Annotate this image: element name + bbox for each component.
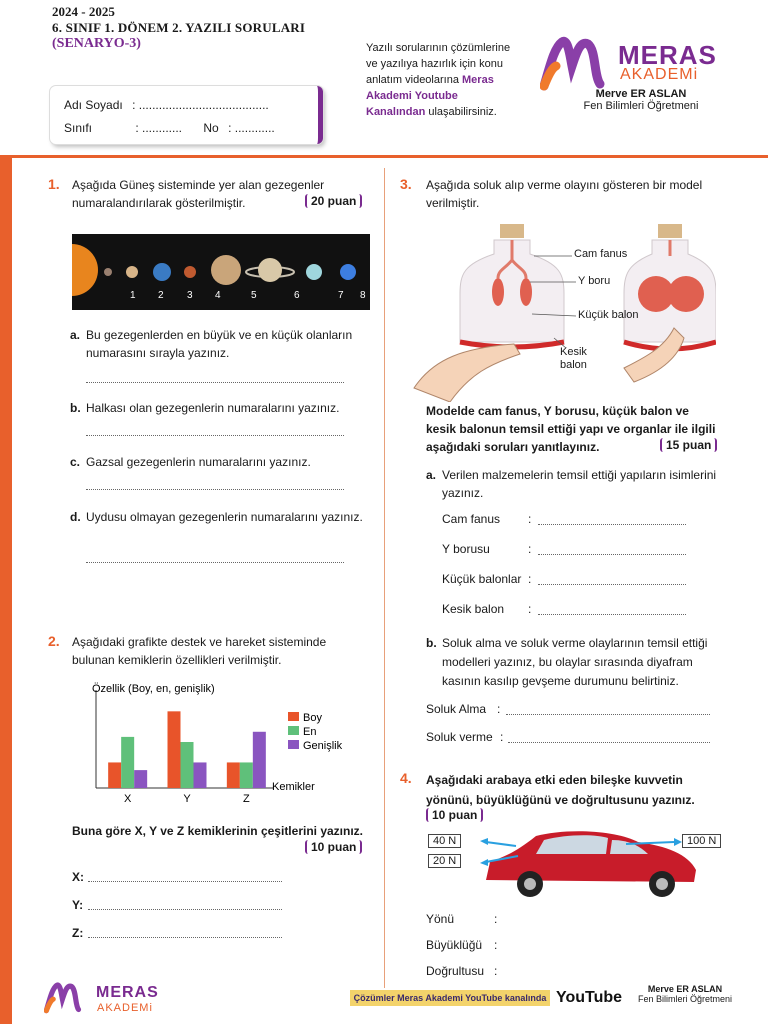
q2-x-label: X: — [72, 870, 84, 884]
footer-logo-top: MERAS — [96, 984, 159, 1001]
q1a-label: a. — [70, 328, 81, 342]
planet-number: 1 — [130, 290, 136, 301]
logo-text-bottom: AKADEMi — [620, 66, 699, 83]
q3-inhale-colon: : — [497, 702, 501, 716]
q3-instruction: Modelde cam fanus, Y borusu, küçük balon ve kesik balonun temsil ettiği yapı ve organlar ile ilgili aşağıdaki soruları yanıtlayınız. — [426, 404, 716, 454]
q1a-answer-line[interactable] — [86, 381, 344, 383]
bar-Z-Genişlik — [253, 732, 266, 788]
q4-direction-label: Yönü — [426, 912, 455, 926]
footer-teacher-role: Fen Bilimleri Öğretmeni — [637, 994, 733, 1004]
model-label-kucuk-balon: Küçük balon — [578, 309, 639, 321]
q3-item-kesik-balon: Kesik balon — [442, 602, 505, 616]
logo-text-top: MERAS — [618, 40, 717, 70]
school-year: 2024 - 2025 — [52, 4, 115, 19]
q2-y-label: Y: — [72, 898, 84, 912]
teacher-name: Merve ER ASLAN — [595, 88, 687, 100]
planet-number: 5 — [251, 290, 257, 301]
footer-logo-icon — [44, 980, 90, 1016]
q2-points: 10 puan — [305, 840, 362, 854]
planet-number: 7 — [338, 290, 344, 301]
q3-item-colon: : — [528, 512, 532, 526]
solar-system-svg — [72, 234, 370, 310]
class-row — [64, 121, 275, 135]
q1-text: Aşağıda Güneş sisteminde yer alan gezegenler numaralandırılarak gösterilmiştir. — [72, 178, 325, 210]
solar-system-image — [72, 234, 370, 310]
q3-inhale-label: Soluk Alma — [426, 702, 487, 716]
q1c-text: Gazsal gezegenlerin numaralarını yazınız. — [86, 455, 311, 469]
no-field[interactable]: : ............ — [228, 121, 275, 135]
q3-points: 15 puan — [660, 438, 717, 452]
footer-teacher — [620, 984, 750, 1004]
meras-logo-icon — [540, 36, 620, 92]
x-axis-label: Kemikler — [272, 781, 315, 793]
teacher-info — [566, 88, 716, 112]
exam-title: 6. SINIF 1. DÖNEM 2. YAZILI SORULARI — [52, 20, 306, 35]
planet-number: 8 — [360, 290, 366, 301]
q1d-label: d. — [70, 510, 81, 524]
planet-number: 6 — [294, 290, 300, 301]
q3-item-colon: : — [528, 572, 532, 586]
q1a-text: Bu gezegenlerden en büyük ve en küçük olanların numarasını sırayla yazınız. — [86, 328, 353, 360]
q1c-label: c. — [70, 455, 81, 469]
bar-X-En — [121, 737, 134, 788]
bone-chart-svg — [88, 680, 368, 810]
q3-exhale-colon: : — [500, 730, 504, 744]
q3b-text: Soluk alma ve soluk verme olaylarının temsil ettiği modelleri yazınız, bu olaylar sırasında diyafram kasının kasılıp gevşeme durumunu belirtiniz. — [442, 636, 708, 688]
q3-item-cam-fanus: Cam fanus — [442, 512, 501, 526]
q4-number: 4. — [400, 770, 412, 786]
column-divider — [384, 168, 385, 988]
teacher-role: Fen Bilimleri Öğretmeni — [583, 100, 699, 112]
footer-banner[interactable]: Çözümler Meras Akademi YouTube kanalında — [350, 990, 550, 1006]
q3a-label: a. — [426, 468, 437, 482]
q2-x-answer[interactable] — [88, 880, 282, 882]
q3-number: 3. — [400, 176, 412, 192]
q1d-answer-line[interactable] — [86, 561, 344, 563]
bar-Y-Boy — [168, 711, 181, 788]
model-label-cam-fanus: Cam fanus — [574, 248, 628, 260]
bar-Z-En — [240, 762, 253, 788]
car-svg — [426, 826, 722, 902]
q1b-answer-line[interactable] — [86, 434, 344, 436]
q4-colon: : — [494, 938, 498, 952]
q4-line-label: Doğrultusu — [426, 964, 485, 978]
force-100n: 100 N — [682, 834, 721, 848]
intro-youtube-link[interactable]: Meras Akademi Youtube Kanalından — [366, 74, 494, 118]
q4-magnitude-label: Büyüklüğü — [426, 938, 483, 952]
force-40n: 40 N — [428, 834, 461, 848]
bar-X-Boy — [108, 762, 121, 788]
q3-text: Aşağıda soluk alıp verme olayını gösteren bir model verilmiştir. — [426, 178, 703, 210]
legend-swatch-En — [288, 726, 299, 735]
y-axis-label: Özellik (Boy, en, genişlik) — [92, 683, 215, 695]
planet-number: 3 — [187, 290, 193, 301]
q4-points: 10 puan — [426, 808, 483, 822]
footer-logo — [44, 980, 90, 1021]
x-tick-label: Z — [242, 793, 250, 805]
header-divider — [12, 155, 768, 158]
q4-colon: : — [494, 912, 498, 926]
name-field[interactable]: : ....................................... — [132, 98, 269, 112]
intro-part-2: ulaşabilirsiniz. — [428, 106, 497, 118]
scenario-label: (SENARYO-3) — [52, 36, 141, 51]
force-20n: 20 N — [428, 854, 461, 868]
q1c-answer-line[interactable] — [86, 488, 344, 490]
legend-label: Boy — [303, 712, 322, 724]
q3-item-y-borusu: Y borusu — [442, 542, 490, 556]
bar-Z-Boy — [227, 762, 240, 788]
planet-number: 2 — [158, 290, 164, 301]
youtube-text: YouTube — [556, 989, 623, 1006]
bar-X-Genişlik — [134, 770, 147, 788]
legend-label: En — [303, 726, 317, 738]
model-label-y-boru: Y boru — [578, 275, 611, 287]
x-tick-label: Y — [183, 793, 191, 805]
class-label: Sınıfı — [64, 121, 93, 135]
bar-Y-Genişlik — [194, 762, 207, 788]
footer-teacher-name: Merve ER ASLAN — [647, 984, 723, 994]
q1b-text: Halkası olan gezegenlerin numaralarını yazınız. — [86, 401, 340, 415]
q3-y-borusu-answer[interactable] — [538, 553, 686, 555]
q1-points: 20 puan — [305, 194, 362, 208]
q2-text: Aşağıdaki grafikte destek ve hareket sisteminde bulunan kemiklerin özellikleri verilmiştir. — [72, 635, 327, 667]
q2-z-answer[interactable] — [88, 936, 282, 938]
q3b-label: b. — [426, 636, 437, 650]
q4-colon: : — [494, 964, 498, 978]
q2-z-label: Z: — [72, 926, 84, 940]
q3a-text: Verilen malzemelerin temsil ettiği yapıların isimlerini yazınız. — [442, 468, 717, 500]
q1d-text: Uydusu olmayan gezegenlerin numaralarını yazınız. — [86, 510, 363, 524]
q3-exhale-answer[interactable] — [508, 741, 710, 743]
q4-text: Aşağıdaki arabaya etki eden bileşke kuvvetin yönünü, büyüklüğünü ve doğrultusunu yazınız. — [426, 773, 695, 807]
car-diagram — [426, 826, 722, 902]
class-field[interactable]: : ............ — [135, 121, 183, 135]
breathing-model-image — [404, 218, 716, 402]
breathing-model-svg — [404, 218, 716, 402]
bone-chart — [88, 680, 368, 810]
name-row — [64, 98, 269, 112]
legend-swatch-Boy — [288, 712, 299, 721]
bar-Y-En — [181, 742, 194, 788]
youtube-logo[interactable] — [556, 986, 622, 1007]
no-label: No — [203, 121, 219, 135]
q1b-label: b. — [70, 401, 81, 415]
q2-number: 2. — [48, 633, 60, 649]
model-label-kesik-balon: Kesik balon — [560, 346, 587, 371]
q3-item-colon: : — [528, 602, 532, 616]
q3-item-colon: : — [528, 542, 532, 556]
q3-item-kucuk-balonlar: Küçük balonlar — [442, 572, 522, 586]
footer-logo-bottom: AKADEMi — [97, 1002, 153, 1014]
q3-inhale-answer[interactable] — [506, 713, 710, 715]
q3-kucuk-balonlar-answer[interactable] — [538, 583, 686, 585]
q2-question: Buna göre X, Y ve Z kemiklerinin çeşitlerini yazınız. — [72, 824, 363, 838]
student-info-box — [50, 86, 323, 144]
q3-exhale-label: Soluk verme — [426, 730, 493, 744]
intro-part-1: Yazılı sorularının çözümlerine ve yazılıya hazırlık için konu anlatım videolarına — [366, 42, 511, 86]
q3-kesik-balon-answer[interactable] — [538, 613, 686, 615]
legend-label: Genişlik — [303, 740, 343, 752]
q3-cam-fanus-answer[interactable] — [538, 523, 686, 525]
intro-text — [366, 40, 516, 120]
name-label: Adı Soyadı — [64, 98, 123, 112]
legend-swatch-Genişlik — [288, 740, 299, 749]
left-accent-bar — [0, 155, 12, 1024]
q1-number: 1. — [48, 176, 60, 192]
planet-number: 4 — [215, 290, 221, 301]
q2-y-answer[interactable] — [88, 908, 282, 910]
x-tick-label: X — [123, 793, 132, 805]
